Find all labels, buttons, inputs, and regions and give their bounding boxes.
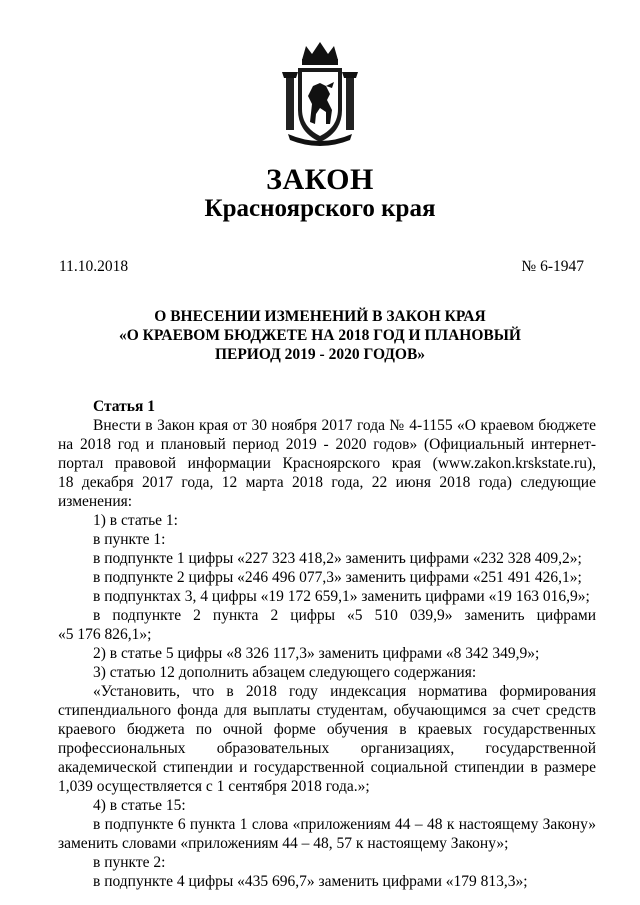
subject-line: О ВНЕСЕНИИ ИЗМЕНЕНИЙ В ЗАКОН КРАЯ bbox=[154, 308, 486, 325]
body-line: портал правовой информации Красноярского края (www.zakon.krskstate.ru), bbox=[58, 455, 596, 472]
body-line: 1) в статье 1: bbox=[93, 512, 178, 529]
body-line: в подпункте 2 цифры «246 496 077,3» заменить цифрами «251 491 426,1»; bbox=[93, 569, 582, 586]
body-line: в подпункте 1 цифры «227 323 418,2» заменить цифрами «232 328 409,2»; bbox=[93, 550, 582, 567]
body-line: профессиональных образовательных организациях, государственной bbox=[58, 740, 596, 757]
law-number: № 6-1947 bbox=[521, 258, 584, 275]
krasnoyarsk-coat-of-arms-icon bbox=[280, 38, 360, 150]
body-line: 2) в статье 5 цифры «8 326 117,3» заменить цифрами «8 342 349,9»; bbox=[93, 645, 540, 662]
body-line: в подпункте 2 пункта 2 цифры «5 510 039,9» заменить цифрами bbox=[93, 607, 596, 624]
page-title: ЗАКОН bbox=[266, 163, 374, 196]
subject-line: ПЕРИОД 2019 - 2020 ГОДОВ» bbox=[214, 346, 426, 363]
body-line: академической стипендии и государственной социальной стипендии в размере bbox=[58, 759, 596, 776]
law-date: 11.10.2018 bbox=[59, 258, 129, 275]
body-line: в пункте 2: bbox=[93, 854, 166, 871]
page-subtitle: Красноярского края bbox=[204, 195, 436, 222]
body-line: на 2018 год и плановый период 2019 - 2020 годов» (Официальный интернет- bbox=[58, 436, 596, 453]
body-line: 18 декабря 2017 года, 12 марта 2018 года, 22 июня 2018 года) следующие bbox=[58, 474, 596, 491]
body-line: стипендиального фонда для выплаты студентам, обучающимся за счет средств bbox=[58, 702, 596, 719]
body-line: краевого бюджета по очной форме обучения в краевых государственных bbox=[58, 721, 596, 738]
article-heading: Статья 1 bbox=[93, 398, 155, 415]
body-line: в пункте 1: bbox=[93, 531, 166, 548]
subject-line: «О КРАЕВОМ БЮДЖЕТЕ НА 2018 ГОД И ПЛАНОВЫЙ bbox=[118, 327, 521, 344]
body-line: «5 176 826,1»; bbox=[58, 626, 152, 643]
body-line: 3) статью 12 дополнить абзацем следующего содержания: bbox=[93, 664, 477, 681]
law-body bbox=[58, 397, 596, 891]
law-subject bbox=[70, 307, 570, 364]
body-line: в подпункте 4 цифры «435 696,7» заменить цифрами «179 813,3»; bbox=[93, 873, 528, 890]
body-line: 4) в статье 15: bbox=[93, 797, 186, 814]
body-line: 1,039 осуществляется с 1 сентября 2018 года.»; bbox=[58, 778, 370, 795]
body-line: заменить словами «приложениям 44 – 48, 57 к настоящему Закону»; bbox=[58, 835, 509, 852]
body-line: изменения: bbox=[58, 493, 133, 510]
body-line: «Установить, что в 2018 году индексация норматива формирования bbox=[93, 683, 596, 700]
body-line: Внести в Закон края от 30 ноября 2017 года № 4-1155 «О краевом бюджете bbox=[93, 417, 596, 434]
body-line: в подпунктах 3, 4 цифры «19 172 659,1» заменить цифрами «19 163 016,9»; bbox=[93, 588, 590, 605]
body-line: в подпункте 6 пункта 1 слова «приложениям 44 – 48 к настоящему Закону» bbox=[93, 816, 596, 833]
